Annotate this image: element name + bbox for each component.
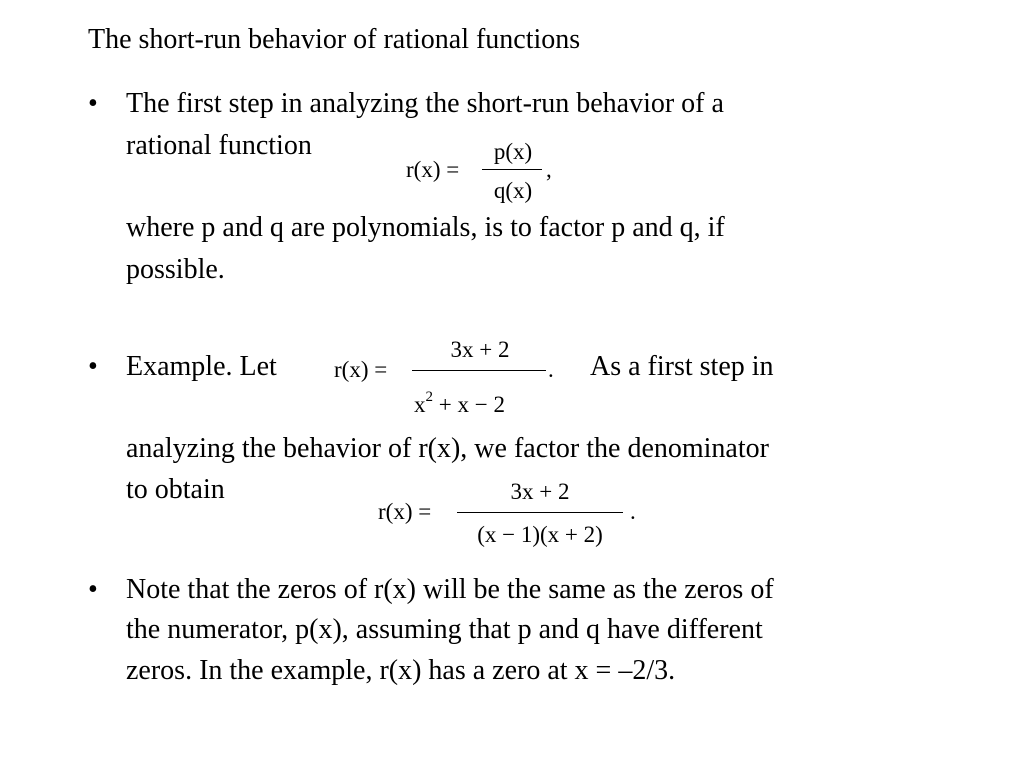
bullet1-line3: where p and q are polynomials, is to factor p and q, if: [126, 212, 725, 243]
eq2-fraction-bar: [412, 370, 546, 371]
bullet3-line1: Note that the zeros of r(x) will be the same as the zeros of: [126, 574, 774, 605]
bullet2-lead: Example. Let: [126, 351, 277, 382]
eq1-punct: ,: [546, 157, 552, 182]
eq3-denominator: (x − 1)(x + 2): [477, 522, 603, 547]
bullet3-line2: the numerator, p(x), assuming that p and q have different: [126, 614, 763, 645]
eq2-lhs: r(x) =: [334, 357, 388, 382]
eq1-fraction-bar: [482, 169, 542, 170]
eq3-numerator: 3x + 2: [510, 479, 570, 504]
bullet3-line3: zeros. In the example, r(x) has a zero at x = –2/3.: [126, 655, 676, 686]
slide-title: The short-run behavior of rational functions: [88, 24, 581, 55]
eq2-den-exponent: 2: [425, 389, 433, 405]
bullet2-line2: analyzing the behavior of r(x), we factor the denominator: [126, 433, 769, 464]
bullet1-line1: The first step in analyzing the short-run behavior of a: [126, 88, 724, 119]
bullet2-trail: As a first step in: [590, 351, 774, 382]
eq1-lhs: r(x) =: [406, 157, 460, 182]
bullet-marker: •: [88, 88, 98, 119]
eq2-denominator: [414, 383, 505, 419]
eq2-punct: .: [548, 357, 554, 382]
bullet2-line3: to obtain: [126, 474, 225, 505]
eq3-lhs: r(x) =: [378, 499, 432, 524]
bullet1-line2: rational function: [126, 130, 312, 161]
bullet1-line4: possible.: [126, 254, 225, 285]
eq2-den-base: x: [414, 392, 426, 417]
eq3-fraction-bar: [457, 512, 623, 513]
eq3-punct: .: [630, 499, 636, 524]
eq2-numerator: 3x + 2: [450, 337, 510, 362]
eq2-den-rest: + x − 2: [438, 392, 505, 417]
eq1-denominator: q(x): [493, 178, 533, 203]
bullet-marker: •: [88, 574, 98, 605]
bullet-marker: •: [88, 351, 98, 382]
eq1-numerator: p(x): [493, 139, 533, 164]
